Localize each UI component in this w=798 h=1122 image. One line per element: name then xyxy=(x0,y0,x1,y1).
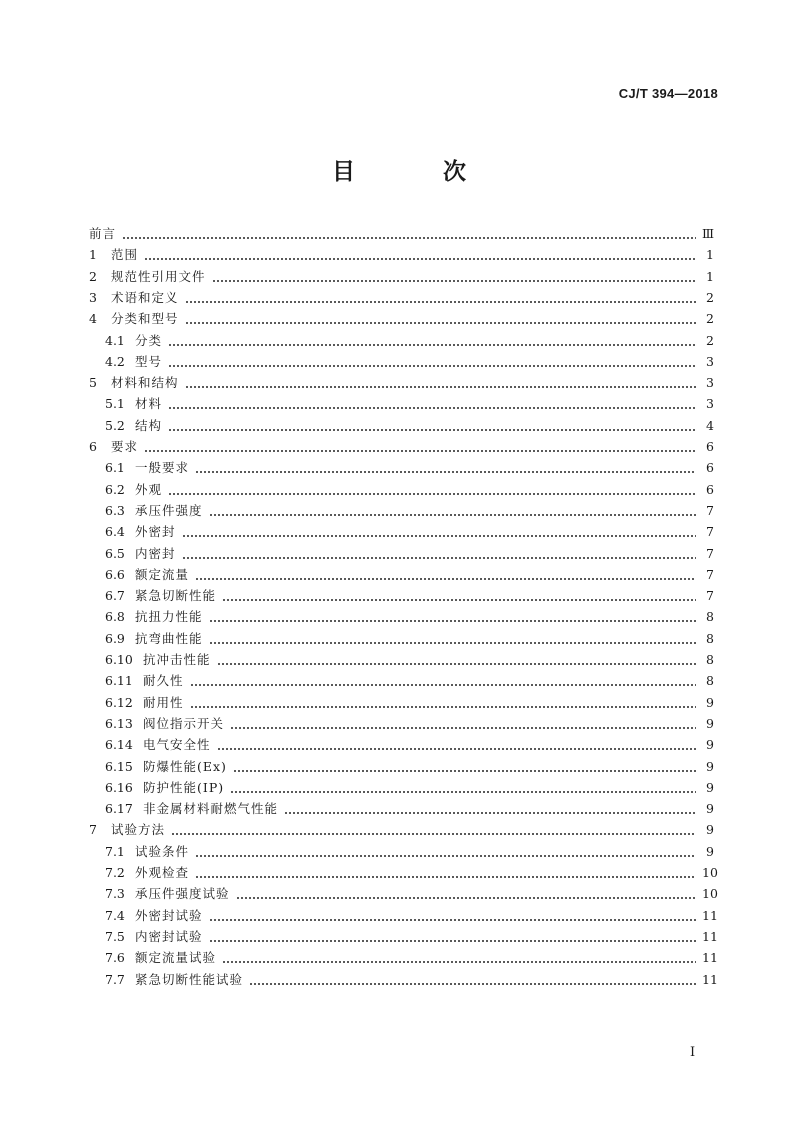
toc-entry[interactable] xyxy=(105,716,714,732)
toc-entry-page: 2 xyxy=(706,290,714,305)
toc-leader-dots xyxy=(236,897,696,899)
toc-entry-number: 4 xyxy=(89,311,97,326)
toc-entry-page: 7 xyxy=(706,588,714,603)
toc-entry-number: 7 xyxy=(89,822,97,837)
toc-entry-page: 2 xyxy=(706,311,714,326)
toc-leader-dots xyxy=(190,684,696,686)
toc-entry-page: 9 xyxy=(706,822,714,837)
toc-entry-label: 分类和型号 xyxy=(111,311,179,326)
toc-entry-number: 4.1 xyxy=(105,333,125,348)
toc-entry-number: 7.6 xyxy=(105,950,125,965)
toc-entry[interactable] xyxy=(89,247,714,263)
toc-entry-number: 7.4 xyxy=(105,908,125,923)
toc-entry[interactable] xyxy=(89,226,714,242)
toc-leader-dots xyxy=(168,407,696,409)
toc-entry[interactable] xyxy=(89,822,714,838)
toc-leader-dots xyxy=(122,237,696,239)
toc-entry-label: 耐久性 xyxy=(143,673,184,688)
toc-entry-label: 外密封 xyxy=(135,524,176,539)
toc-entry-label: 抗弯曲性能 xyxy=(135,631,203,646)
toc-entry-label: 紧急切断性能试验 xyxy=(135,972,244,987)
toc-entry-label: 防护性能(IP) xyxy=(143,780,225,795)
toc-entry-number: 5.2 xyxy=(105,418,125,433)
toc-entry[interactable] xyxy=(89,439,714,455)
toc-entry-label: 内密封 xyxy=(135,546,176,561)
toc-entry-label: 非金属材料耐燃气性能 xyxy=(143,801,279,816)
toc-entry-label: 要求 xyxy=(111,439,139,454)
toc-entry-label: 材料和结构 xyxy=(111,375,179,390)
toc-leader-dots xyxy=(185,301,696,303)
toc-entry[interactable] xyxy=(105,652,714,668)
toc-entry[interactable] xyxy=(105,972,718,988)
toc-entry-label: 试验条件 xyxy=(135,844,190,859)
toc-leader-dots xyxy=(144,450,696,452)
toc-entry-number: 6.15 xyxy=(105,759,133,774)
toc-leader-dots xyxy=(168,429,696,431)
toc-entry-number: 6 xyxy=(89,439,97,454)
toc-entry-label: 规范性引用文件 xyxy=(111,269,206,284)
toc-entry[interactable] xyxy=(105,844,714,860)
toc-leader-dots xyxy=(284,812,696,814)
toc-entry-label: 额定流量试验 xyxy=(135,950,217,965)
toc-entry-page: 6 xyxy=(706,460,714,475)
toc-entry[interactable] xyxy=(105,737,714,753)
toc-leader-dots xyxy=(185,322,696,324)
toc-entry-page: 9 xyxy=(706,716,714,731)
toc-entry-label: 紧急切断性能 xyxy=(135,588,217,603)
toc-entry-page: 6 xyxy=(706,439,714,454)
toc-entry-number: 6.9 xyxy=(105,631,125,646)
toc-entry-page: 9 xyxy=(706,695,714,710)
toc-entry-number: 7.1 xyxy=(105,844,125,859)
toc-entry-label: 电气安全性 xyxy=(143,737,211,752)
toc-entry-number: 4.2 xyxy=(105,354,125,369)
toc-entry[interactable] xyxy=(105,354,714,370)
toc-leader-dots xyxy=(195,876,696,878)
toc-entry-page: 7 xyxy=(706,567,714,582)
toc-leader-dots xyxy=(230,727,696,729)
toc-entry-page: 8 xyxy=(706,631,714,646)
toc-entry-label: 术语和定义 xyxy=(111,290,179,305)
toc-leader-dots xyxy=(209,940,696,942)
toc-entry[interactable] xyxy=(105,482,714,498)
toc-entry-label: 抗冲击性能 xyxy=(143,652,211,667)
toc-entry-page: 8 xyxy=(706,652,714,667)
toc-entry[interactable] xyxy=(105,460,714,476)
toc-entry-label: 外观检查 xyxy=(135,865,190,880)
toc-entry-page: 11 xyxy=(702,972,718,987)
toc-leader-dots xyxy=(168,344,696,346)
toc-entry-label: 一般要求 xyxy=(135,460,190,475)
toc-leader-dots xyxy=(209,620,696,622)
toc-entry-page: 11 xyxy=(702,908,718,923)
toc-leader-dots xyxy=(168,365,696,367)
toc-leader-dots xyxy=(222,961,696,963)
toc-entry-label: 耐用性 xyxy=(143,695,184,710)
toc-entry[interactable] xyxy=(105,695,714,711)
toc-entry-page: 4 xyxy=(706,418,714,433)
toc-entry-number: 6.4 xyxy=(105,524,125,539)
toc-entry-label: 分类 xyxy=(135,333,163,348)
toc-entry-label: 承压件强度 xyxy=(135,503,203,518)
toc-entry-page: 8 xyxy=(706,609,714,624)
toc-leader-dots xyxy=(249,983,696,985)
toc-entry-label: 结构 xyxy=(135,418,163,433)
toc-leader-dots xyxy=(222,599,696,601)
toc-leader-dots xyxy=(182,535,696,537)
standard-code: CJ/T 394—2018 xyxy=(618,86,718,101)
toc-leader-dots xyxy=(209,642,696,644)
toc-entry-page: 9 xyxy=(706,780,714,795)
toc-entry[interactable] xyxy=(105,929,718,945)
toc-leader-dots xyxy=(233,770,696,772)
toc-entry-page: 9 xyxy=(706,801,714,816)
toc-entry-page: 7 xyxy=(706,524,714,539)
toc-entry-label: 材料 xyxy=(135,396,163,411)
toc-entry-page: 6 xyxy=(706,482,714,497)
toc-entry-page: 8 xyxy=(706,673,714,688)
toc-entry[interactable] xyxy=(105,418,714,434)
toc-leader-dots xyxy=(185,386,696,388)
toc-entry[interactable] xyxy=(105,567,714,583)
page-title: 目 次 xyxy=(331,158,506,185)
toc-entry-page: 3 xyxy=(706,375,714,390)
toc-entry-number: 6.7 xyxy=(105,588,125,603)
toc-entry-page: 9 xyxy=(706,759,714,774)
toc-entry-number: 5.1 xyxy=(105,396,125,411)
toc-entry-label: 防爆性能(Ex) xyxy=(143,759,227,774)
toc-entry[interactable] xyxy=(89,269,714,285)
toc-leader-dots xyxy=(168,493,696,495)
toc-entry[interactable] xyxy=(105,396,714,412)
toc-entry[interactable] xyxy=(105,333,714,349)
toc-entry-label: 承压件强度试验 xyxy=(135,886,230,901)
toc-leader-dots xyxy=(195,471,696,473)
toc-entry[interactable] xyxy=(105,609,714,625)
toc-leader-dots xyxy=(217,748,696,750)
toc-entry-label: 抗扭力性能 xyxy=(135,609,203,624)
toc-leader-dots xyxy=(171,833,696,835)
toc-entry-page: 1 xyxy=(706,269,714,284)
toc-entry-number: 6.6 xyxy=(105,567,125,582)
toc-entry-number: 6.17 xyxy=(105,801,133,816)
toc-leader-dots xyxy=(195,855,696,857)
toc-entry-label: 外密封试验 xyxy=(135,908,203,923)
toc-entry-page: 10 xyxy=(702,865,718,880)
toc-entry-page: 10 xyxy=(702,886,718,901)
toc-entry-page: 1 xyxy=(706,247,714,262)
toc-entry-number: 6.3 xyxy=(105,503,125,518)
toc-entry-label: 范围 xyxy=(111,247,139,262)
toc-entry[interactable] xyxy=(105,503,714,519)
toc-entry-number: 6.1 xyxy=(105,460,125,475)
toc-entry-number: 7.5 xyxy=(105,929,125,944)
toc-entry-page: 11 xyxy=(702,929,718,944)
toc-entry-number: 6.11 xyxy=(105,673,133,688)
toc-entry-number: 3 xyxy=(89,290,97,305)
toc-entry-number: 5 xyxy=(89,375,97,390)
toc-entry-page: Ⅲ xyxy=(702,226,715,241)
toc-entry[interactable] xyxy=(105,908,718,924)
toc-entry-label: 外观 xyxy=(135,482,163,497)
toc-entry-number: 6.2 xyxy=(105,482,125,497)
toc-entry[interactable] xyxy=(105,588,714,604)
toc-entry-number: 2 xyxy=(89,269,97,284)
toc-leader-dots xyxy=(217,663,696,665)
toc-entry[interactable] xyxy=(105,950,718,966)
toc-entry-number: 6.12 xyxy=(105,695,133,710)
toc-entry[interactable] xyxy=(105,801,714,817)
toc-entry-page: 7 xyxy=(706,503,714,518)
toc-entry[interactable] xyxy=(105,673,714,689)
toc-entry-label: 前言 xyxy=(89,226,117,241)
toc-entry[interactable] xyxy=(105,546,714,562)
toc-entry[interactable] xyxy=(105,759,714,775)
toc-leader-dots xyxy=(182,557,696,559)
toc-leader-dots xyxy=(209,514,696,516)
toc-entry-number: 6.13 xyxy=(105,716,133,731)
toc-entry[interactable] xyxy=(105,631,714,647)
toc-entry-label: 型号 xyxy=(135,354,163,369)
toc-leader-dots xyxy=(144,258,696,260)
toc-entry-page: 3 xyxy=(706,396,714,411)
toc-entry-page: 3 xyxy=(706,354,714,369)
toc-leader-dots xyxy=(230,791,696,793)
page-number: I xyxy=(690,1045,696,1060)
toc-entry-page: 7 xyxy=(706,546,714,561)
toc-entry-page: 9 xyxy=(706,737,714,752)
toc-entry-number: 1 xyxy=(89,247,97,262)
toc-leader-dots xyxy=(190,706,696,708)
toc-entry[interactable] xyxy=(89,375,714,391)
toc-entry[interactable] xyxy=(89,311,714,327)
toc-entry-number: 6.14 xyxy=(105,737,133,752)
toc-leader-dots xyxy=(195,578,696,580)
toc-entry-number: 7.7 xyxy=(105,972,125,987)
toc-entry-number: 7.2 xyxy=(105,865,125,880)
toc-entry-page: 2 xyxy=(706,333,714,348)
toc-entry-number: 6.8 xyxy=(105,609,125,624)
toc-leader-dots xyxy=(212,280,696,282)
toc-entry[interactable] xyxy=(105,524,714,540)
toc-entry[interactable] xyxy=(105,865,718,881)
toc-entry-label: 试验方法 xyxy=(111,822,166,837)
toc-entry-label: 额定流量 xyxy=(135,567,190,582)
toc-entry[interactable] xyxy=(105,780,714,796)
toc-leader-dots xyxy=(209,919,696,921)
toc-entry-label: 内密封试验 xyxy=(135,929,203,944)
toc-entry-label: 阀位指示开关 xyxy=(143,716,225,731)
toc-entry-page: 9 xyxy=(706,844,714,859)
toc-entry-number: 6.16 xyxy=(105,780,133,795)
toc-entry-page: 11 xyxy=(702,950,718,965)
toc-entry-number: 6.10 xyxy=(105,652,133,667)
toc-entry-number: 7.3 xyxy=(105,886,125,901)
toc-entry[interactable] xyxy=(89,290,714,306)
toc-entry-number: 6.5 xyxy=(105,546,125,561)
toc-entry[interactable] xyxy=(105,886,718,902)
